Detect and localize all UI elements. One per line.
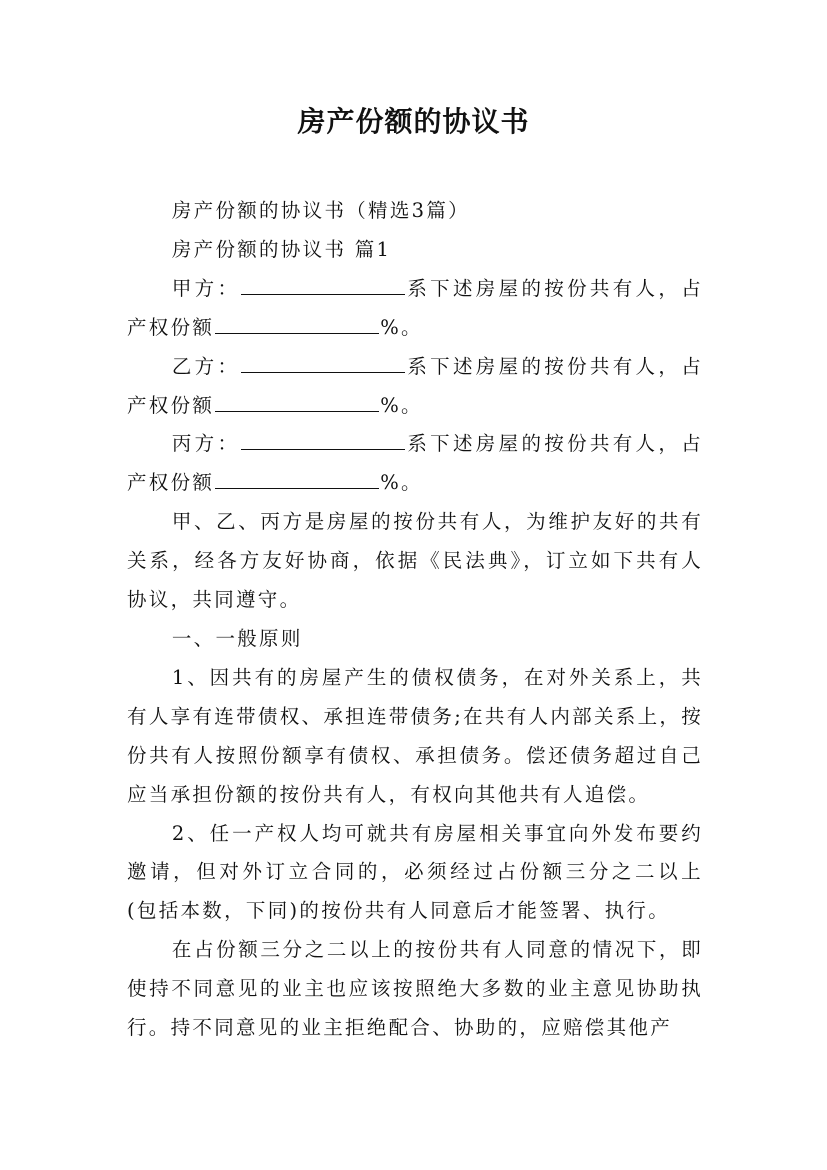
percent-suffix: %。 (380, 471, 423, 495)
name-blank-line (241, 293, 405, 295)
share-blank-line (215, 487, 379, 489)
section-heading: 房产份额的协议书 篇1 (171, 237, 392, 261)
party-label: 丙方： (171, 432, 241, 456)
name-blank-line (241, 371, 405, 373)
party-jia (127, 270, 703, 348)
clause-2: 2、任一产权人均可就共有房屋相关事宜向外发布要约邀请，但对外订立合同的，必须经过占份额三分之二以上(包括本数，下同)的按份共有人同意后才能签署、执行。 (127, 821, 703, 923)
party-bing (127, 425, 703, 503)
party-label: 甲方： (171, 276, 241, 300)
clause-2-continued: 在占份额三分之二以上的按份共有人同意的情况下，即使持不同意见的业主也应该按照绝大多数的业主意见协助执行。持不同意见的业主拒绝配合、协助的，应赔偿其他产 (127, 938, 703, 1040)
party-text: 系下述房屋的按份共有人，占产权份额 (127, 276, 703, 339)
name-blank-line (241, 448, 405, 450)
document-body (127, 192, 703, 1048)
party-label: 乙方： (171, 354, 241, 378)
percent-suffix: %。 (380, 393, 423, 417)
party-text: 系下述房屋的按份共有人，占产权份额 (127, 432, 703, 495)
chapter-heading: 一、一般原则 (171, 626, 303, 650)
percent-suffix: %。 (380, 315, 423, 339)
party-yi (127, 348, 703, 426)
party-text: 系下述房屋的按份共有人，占产权份额 (127, 354, 703, 417)
intro-paragraph: 甲、乙、丙方是房屋的按份共有人，为维护友好的共有关系，经各方友好协商，依据《民法典》，订立如下共有人协议，共同遵守。 (127, 510, 703, 612)
share-blank-line (215, 410, 379, 412)
clause-1: 1、因共有的房屋产生的债权债务，在对外关系上，共有人享有连带债权、承担连带债务;在共有人内部关系上，按份共有人按照份额享有债权、承担债务。偿还债务超过自己应当承担份额的按份共有人，有权向其他共有人追偿。 (127, 665, 703, 806)
document-title: 房产份额的协议书 (297, 105, 530, 138)
document-subtitle: 房产份额的协议书（精选3篇） (171, 199, 470, 222)
share-blank-line (215, 332, 379, 334)
